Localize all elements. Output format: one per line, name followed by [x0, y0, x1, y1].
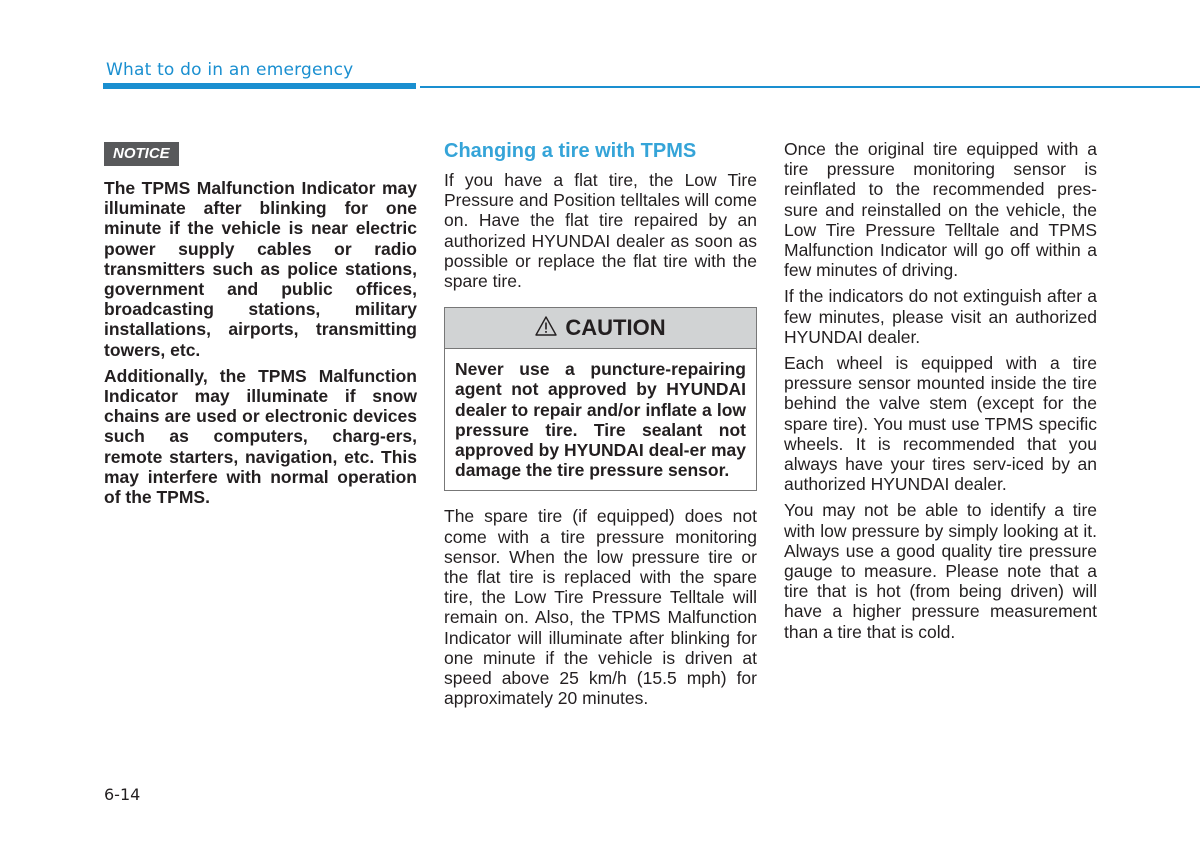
- caution-label: CAUTION: [565, 315, 666, 341]
- warning-triangle-icon: [535, 316, 557, 341]
- notice-paragraph-2: Additionally, the TPMS Malfunction Indicator may illuminate if snow chains are used or electronic devices such as computers, charg-ers, remote starters, navigation, etc. This may interfere with normal operation of the TPMS.: [104, 365, 417, 508]
- right-paragraph-4: You may not be able to identify a tire with low pressure by simply looking at it. Always use a good quality tire pressure gauge to measure. Please note that a tire that is hot (from being driven) will have a higher pressure measurement than a tire that is cold.: [784, 500, 1097, 642]
- notice-paragraph-1: The TPMS Malfunction Indicator may illuminate after blinking for one minute if the vehicle is near electric power supply cables or radio transmitters such as police stations, government and public offices, broadcasting stations, military installations, airports, transmitting towers, etc.: [104, 178, 417, 360]
- header-rule-thin: [420, 86, 1200, 88]
- page-number: 6-14: [104, 785, 141, 804]
- caution-header: [445, 308, 756, 349]
- notice-column: [104, 140, 417, 513]
- right-paragraph-1: Once the original tire equipped with a tire pressure monitoring sensor is reinflated to the recommended pres-sure and reinstalled on the vehicle, the Low Tire Pressure Telltale and TPMS Malfunction Indicator will go off within a few minutes of driving.: [784, 139, 1097, 281]
- caution-body: [445, 349, 756, 490]
- spare-tire-paragraph: The spare tire (if equipped) does not come with a tire pressure monitoring sensor. When the low pressure tire or the flat tire is replaced with the spare tire, the Low Tire Pressure Telltale will remain on. Also, the TPMS Malfunction Indicator will illuminate after blinking for one minute if the vehicle is driven at speed above 25 km/h (15.5 mph) for approximately 20 minutes.: [444, 506, 757, 709]
- right-column: [784, 139, 1097, 648]
- notice-badge: NOTICE: [104, 142, 179, 166]
- caution-text: Never use a puncture-repairing agent not approved by HYUNDAI dealer to repair and/or inflate a low pressure tire. Tire sealant not approved by HYUNDAI deal-er may damage the tire pressure sensor.: [455, 359, 746, 481]
- header-rule-thick: [103, 83, 416, 89]
- section-title: What to do in an emergency: [106, 60, 354, 80]
- caution-box: [444, 307, 757, 491]
- middle-column: [444, 140, 757, 714]
- right-paragraph-2: If the indicators do not extinguish after a few minutes, please visit an authorized HYUNDAI dealer.: [784, 286, 1097, 347]
- intro-paragraph: If you have a flat tire, the Low Tire Pressure and Position telltales will come on. Have the flat tire repaired by an authorized HYUNDAI dealer as soon as possible or replace the flat tire with the spare tire.: [444, 170, 757, 292]
- section-heading: Changing a tire with TPMS: [444, 140, 697, 162]
- right-paragraph-3: Each wheel is equipped with a tire pressure sensor mounted inside the tire behind the valve stem (except for the spare tire). You must use TPMS specific wheels. It is recommended that you always have your tires serv-iced by an authorized HYUNDAI dealer.: [784, 353, 1097, 495]
